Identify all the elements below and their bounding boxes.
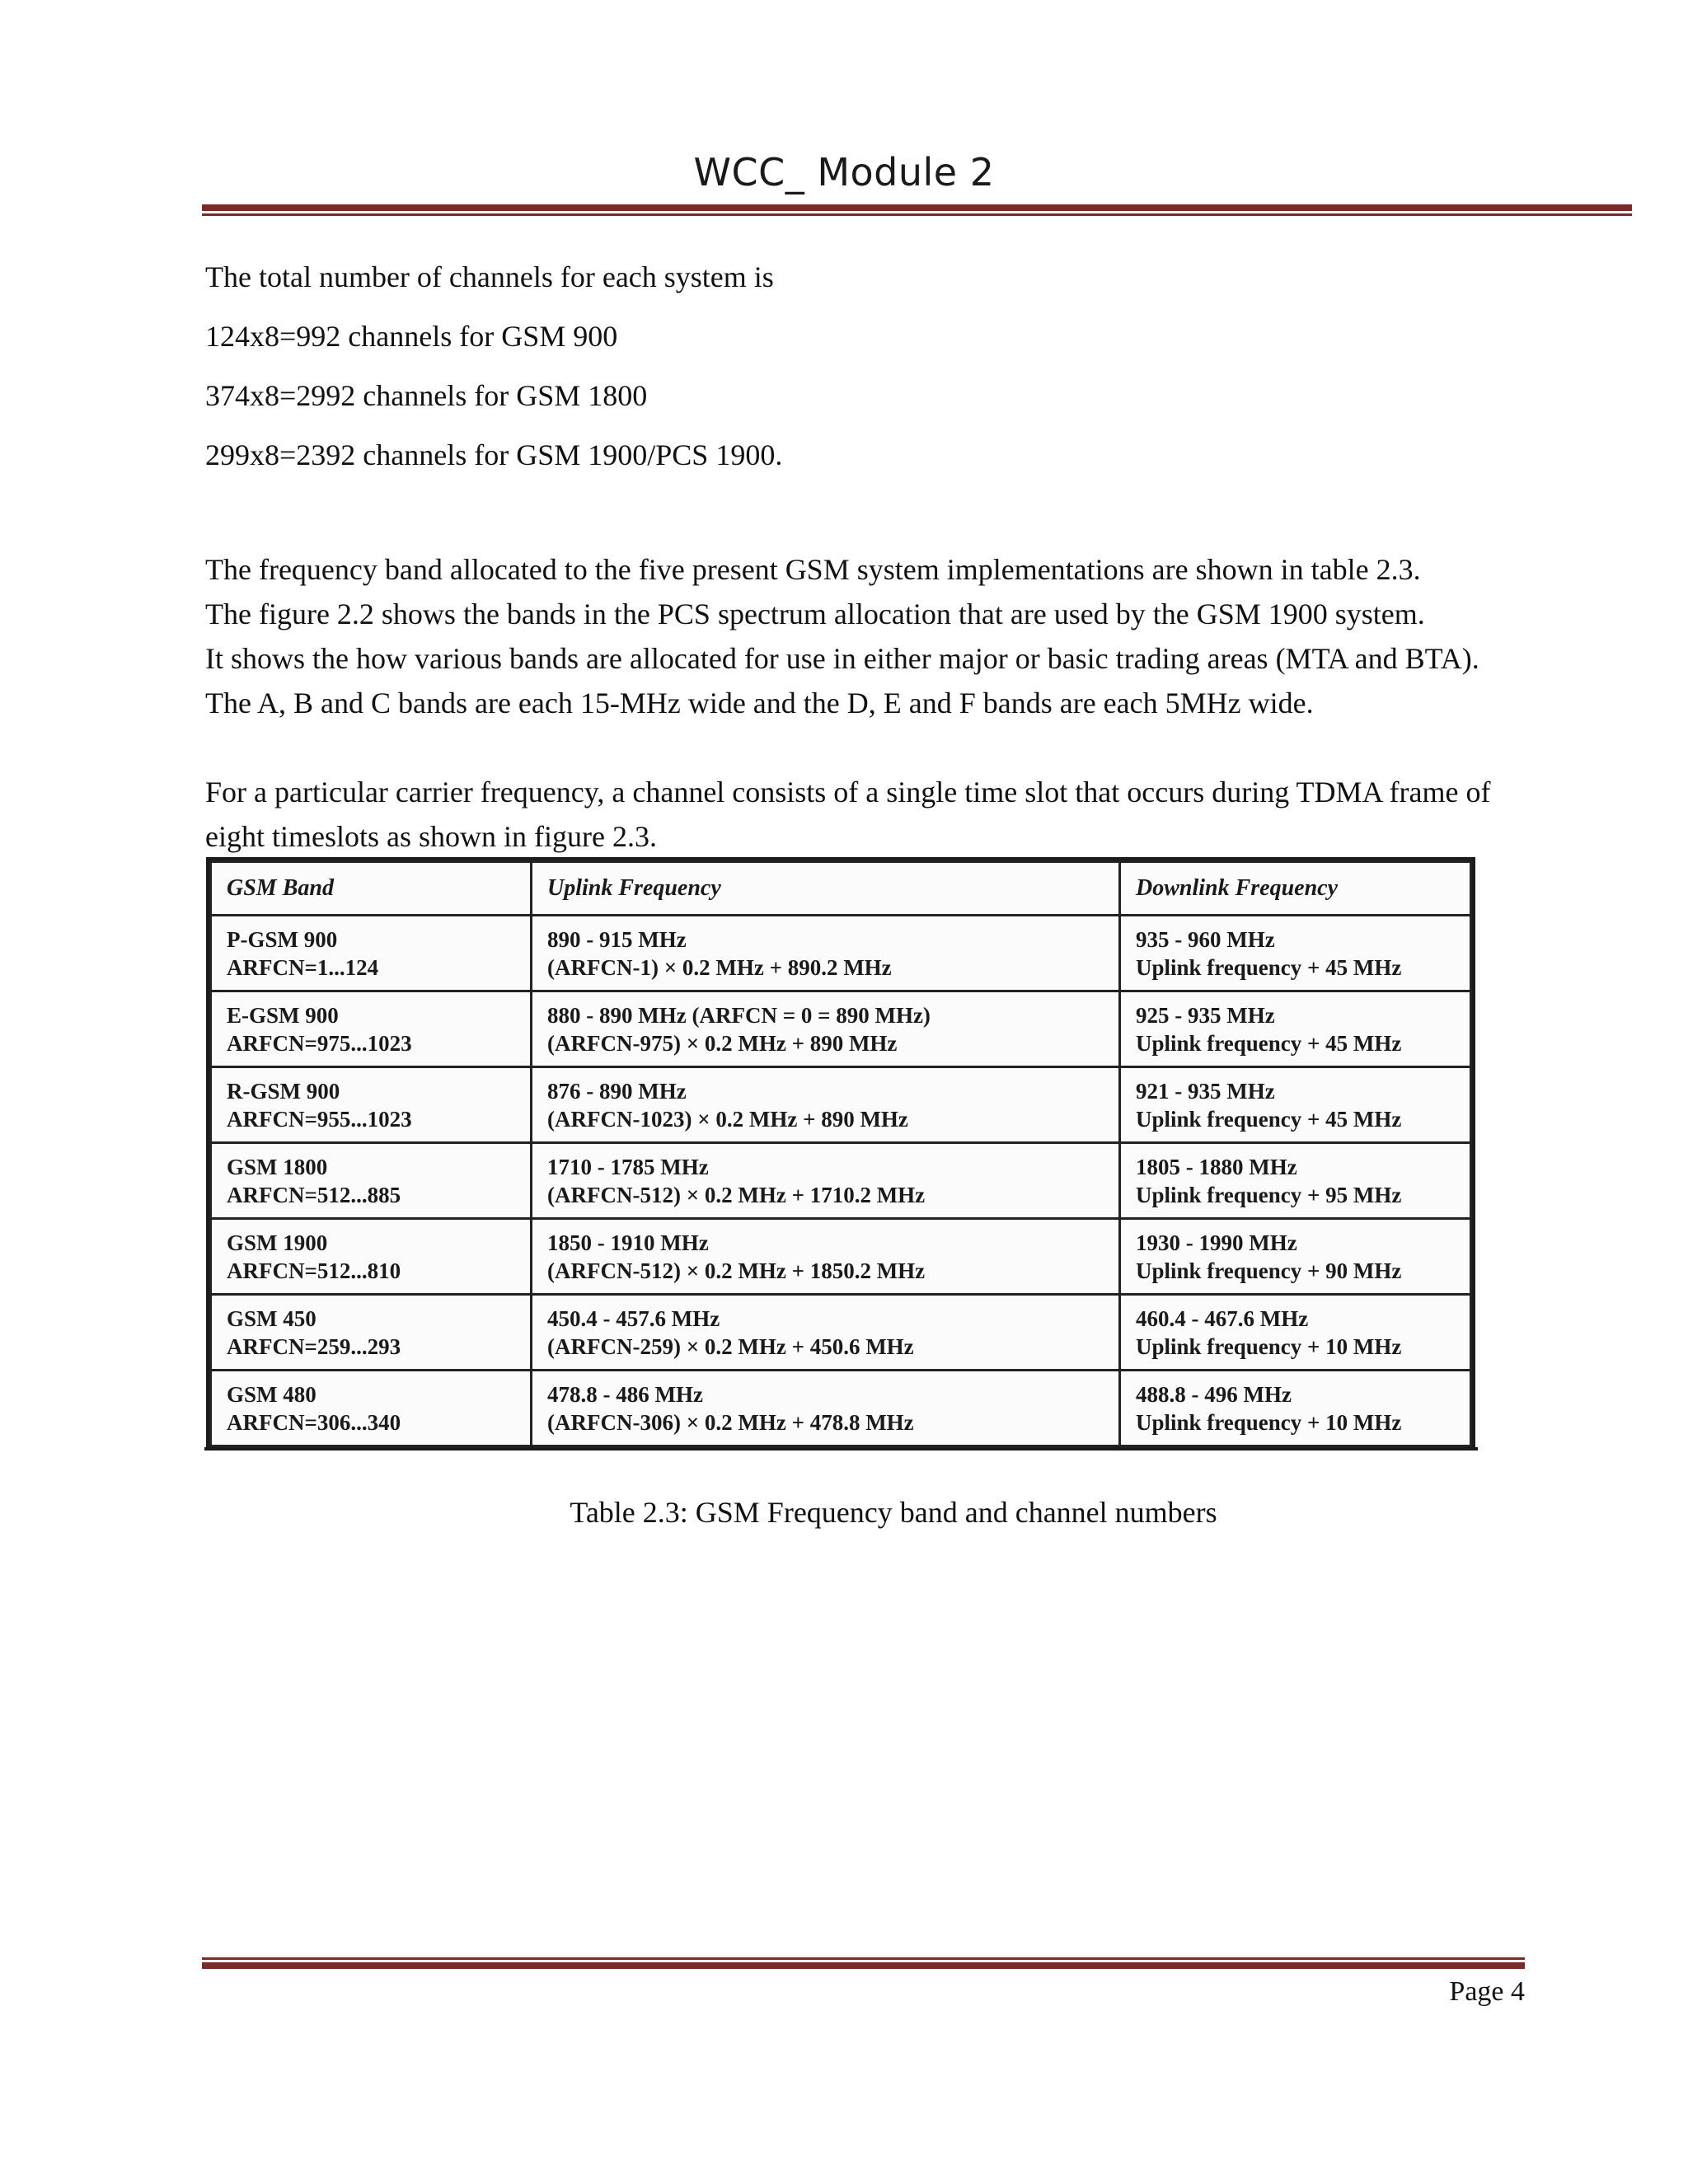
tdma-line: eight timeslots as shown in figure 2.3. [205, 820, 657, 853]
table-row [211, 916, 1471, 991]
downlink-cell-line: Uplink frequency + 95 MHz [1136, 1182, 1402, 1207]
uplink-cell-line: 450.4 - 457.6 MHz [547, 1305, 720, 1331]
band-cell-line: ARFCN=512...885 [227, 1182, 401, 1207]
gsm-frequency-table-image [206, 857, 1475, 1451]
table-row [211, 1067, 1471, 1143]
uplink-cell-line: (ARFCN-1) × 0.2 MHz + 890.2 MHz [547, 954, 892, 980]
uplink-cell-line: (ARFCN-975) × 0.2 MHz + 890 MHz [547, 1030, 898, 1056]
band-cell-line: GSM 1800 [227, 1154, 328, 1179]
page-header-title: WCC_ Module 2 [693, 150, 995, 194]
band-cell [211, 1295, 532, 1371]
header-rule [202, 204, 1632, 216]
table-caption: Table 2.3: GSM Frequency band and channel numbers [570, 1496, 1217, 1529]
downlink-cell [1120, 1219, 1471, 1295]
uplink-cell-line: 1850 - 1910 MHz [547, 1230, 709, 1255]
uplink-cell-line: (ARFCN-306) × 0.2 MHz + 478.8 MHz [547, 1409, 914, 1435]
bands-line: The figure 2.2 shows the bands in the PCS spectrum allocation that are used by the GSM 1900 system. [205, 598, 1425, 630]
uplink-cell [532, 1143, 1120, 1219]
band-cell-line: ARFCN=975...1023 [227, 1030, 412, 1056]
downlink-cell-line: 488.8 - 496 MHz [1136, 1381, 1292, 1407]
band-cell-line: ARFCN=512...810 [227, 1258, 401, 1283]
downlink-cell-line: Uplink frequency + 45 MHz [1136, 1106, 1402, 1132]
channels-line: 374x8=2992 channels for GSM 1800 [205, 379, 648, 412]
channels-line: 124x8=992 channels for GSM 900 [205, 320, 618, 353]
band-cell-line: ARFCN=955...1023 [227, 1106, 412, 1132]
bands-line: It shows the how various bands are allocated for use in either major or basic trading areas (MTA and BTA). [205, 642, 1479, 675]
band-cell-line: E-GSM 900 [227, 1002, 339, 1028]
uplink-cell [532, 1067, 1120, 1143]
uplink-cell [532, 1219, 1120, 1295]
table-bottom-rule [204, 1447, 1478, 1451]
uplink-cell-line: (ARFCN-512) × 0.2 MHz + 1850.2 MHz [547, 1258, 926, 1283]
uplink-cell [532, 1295, 1120, 1371]
channels-line: The total number of channels for each system is [205, 260, 774, 293]
page-number: Page 4 [1449, 1976, 1525, 2007]
downlink-cell-line: 925 - 935 MHz [1136, 1002, 1275, 1028]
tdma-line: For a particular carrier frequency, a channel consists of a single time slot that occurs during TDMA frame of [205, 776, 1491, 808]
bands-line: The A, B and C bands are each 15-MHz wide and the D, E and F bands are each 5MHz wide. [205, 687, 1314, 719]
uplink-cell-line: (ARFCN-512) × 0.2 MHz + 1710.2 MHz [547, 1182, 926, 1207]
band-cell-line: GSM 480 [227, 1381, 316, 1407]
uplink-cell-line: (ARFCN-1023) × 0.2 MHz + 890 MHz [547, 1106, 908, 1132]
band-cell [211, 1143, 532, 1219]
downlink-cell-line: 921 - 935 MHz [1136, 1078, 1275, 1104]
downlink-cell [1120, 1371, 1471, 1446]
table-row [211, 1143, 1471, 1219]
table-row [211, 991, 1471, 1067]
table-row [211, 1371, 1471, 1446]
uplink-cell [532, 991, 1120, 1067]
tdma-paragraph [205, 770, 1490, 859]
band-cell [211, 991, 532, 1067]
gsm-frequency-table [209, 860, 1472, 1447]
uplink-cell-line: 890 - 915 MHz [547, 926, 687, 952]
uplink-cell-line: 478.8 - 486 MHz [547, 1381, 703, 1407]
downlink-cell [1120, 1295, 1471, 1371]
band-cell [211, 1067, 532, 1143]
band-cell-line: GSM 1900 [227, 1230, 328, 1255]
uplink-cell-line: 876 - 890 MHz [547, 1078, 687, 1104]
table-row [211, 1295, 1471, 1371]
band-cell-line: R-GSM 900 [227, 1078, 340, 1104]
bands-paragraph [205, 547, 1479, 725]
bands-line: The frequency band allocated to the five present GSM system implementations are shown in table 2.3. [205, 553, 1421, 586]
band-cell-line: ARFCN=306...340 [227, 1409, 401, 1435]
downlink-cell-line: Uplink frequency + 45 MHz [1136, 1030, 1402, 1056]
downlink-cell [1120, 916, 1471, 991]
band-cell [211, 1371, 532, 1446]
band-cell-line: GSM 450 [227, 1305, 316, 1331]
downlink-cell-line: Uplink frequency + 45 MHz [1136, 954, 1402, 980]
channels-line: 299x8=2392 channels for GSM 1900/PCS 1900. [205, 438, 783, 471]
header-downlink-frequency: Downlink Frequency [1120, 862, 1471, 916]
uplink-cell [532, 1371, 1120, 1446]
downlink-cell-line: 460.4 - 467.6 MHz [1136, 1305, 1309, 1331]
downlink-cell [1120, 991, 1471, 1067]
band-cell [211, 1219, 532, 1295]
header-gsm-band: GSM Band [211, 862, 532, 916]
downlink-cell-line: 1805 - 1880 MHz [1136, 1154, 1297, 1179]
band-cell-line: ARFCN=1...124 [227, 954, 379, 980]
downlink-cell-line: Uplink frequency + 90 MHz [1136, 1258, 1402, 1283]
header-uplink-frequency: Uplink Frequency [532, 862, 1120, 916]
band-cell [211, 916, 532, 991]
downlink-cell [1120, 1143, 1471, 1219]
downlink-cell-line: 1930 - 1990 MHz [1136, 1230, 1297, 1255]
uplink-cell-line: 880 - 890 MHz (ARFCN = 0 = 890 MHz) [547, 1002, 931, 1028]
downlink-cell [1120, 1067, 1471, 1143]
band-cell-line: P-GSM 900 [227, 926, 338, 952]
channels-paragraph [205, 247, 782, 485]
downlink-cell-line: Uplink frequency + 10 MHz [1136, 1333, 1402, 1359]
band-cell-line: ARFCN=259...293 [227, 1333, 401, 1359]
downlink-cell-line: Uplink frequency + 10 MHz [1136, 1409, 1402, 1435]
uplink-cell-line: 1710 - 1785 MHz [547, 1154, 709, 1179]
table-header-row [211, 862, 1471, 916]
footer-rule [202, 1957, 1525, 1969]
table-row [211, 1219, 1471, 1295]
uplink-cell-line: (ARFCN-259) × 0.2 MHz + 450.6 MHz [547, 1333, 914, 1359]
downlink-cell-line: 935 - 960 MHz [1136, 926, 1275, 952]
uplink-cell [532, 916, 1120, 991]
